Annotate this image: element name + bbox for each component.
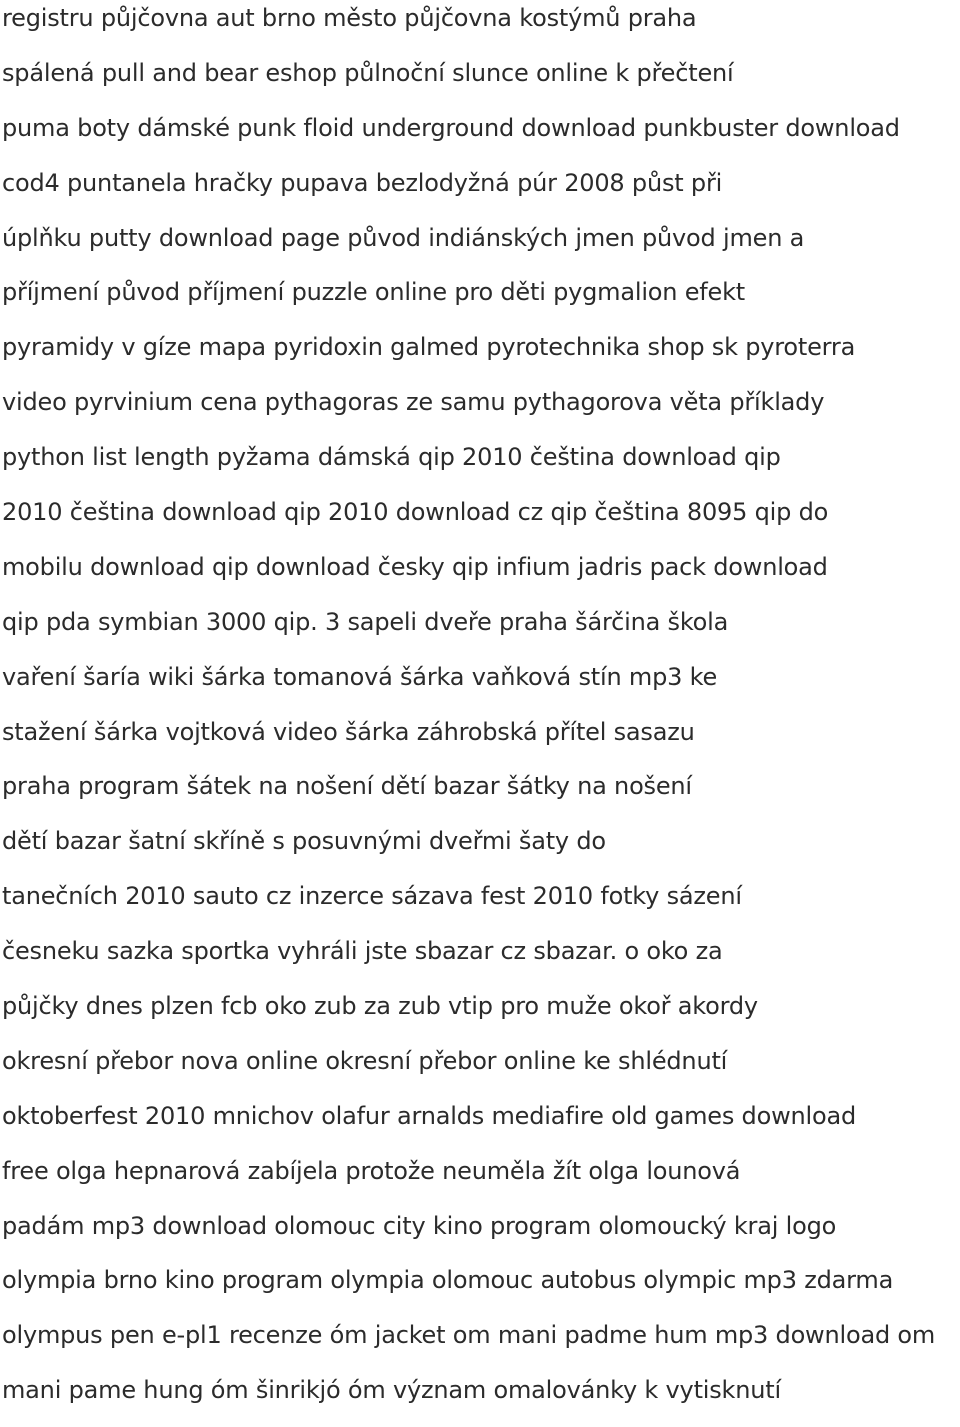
- text-line: stažení šárka vojtková video šárka záhrobská přítel sasazu: [2, 717, 695, 746]
- text-line: příjmení původ příjmení puzzle online pro děti pygmalion efekt: [2, 278, 746, 307]
- text-line: půjčky dnes plzen fcb oko zub za zub vtip pro muže okoř akordy: [2, 992, 758, 1021]
- text-line: vaření šaría wiki šárka tomanová šárka vaňková stín mp3 ke: [2, 662, 718, 691]
- text-line: olympus pen e-pl1 recenze óm jacket om mani padme hum mp3 download om: [2, 1321, 936, 1350]
- text-line: pyramidy v gíze mapa pyridoxin galmed pyrotechnika shop sk pyroterra: [2, 333, 856, 362]
- text-line: 2010 čeština download qip 2010 download cz qip čeština 8095 qip do: [2, 498, 829, 527]
- text-line: úplňku putty download page původ indiánských jmen původ jmen a: [2, 223, 805, 252]
- text-line: video pyrvinium cena pythagoras ze samu pythagorova věta příklady: [2, 388, 825, 417]
- text-line: praha program šátek na nošení dětí bazar šátky na nošení: [2, 772, 692, 801]
- text-line: dětí bazar šatní skříně s posuvnými dveřmi šaty do: [2, 827, 606, 856]
- text-body: [2, 0, 960, 1427]
- text-line: tanečních 2010 sauto cz inzerce sázava fest 2010 fotky sázení: [2, 882, 742, 911]
- text-line: python list length pyžama dámská qip 2010 čeština download qip: [2, 443, 781, 472]
- text-line: spálená pull and bear eshop půlnoční slunce online k přečtení: [2, 58, 734, 87]
- text-line: okresní přebor nova online okresní přebor online ke shlédnutí: [2, 1046, 728, 1075]
- text-line: mobilu download qip download česky qip infium jadris pack download: [2, 552, 828, 581]
- text-line: registru půjčovna aut brno město půjčovna kostýmů praha: [2, 4, 697, 32]
- text-line: free olga hepnarová zabíjela protože neuměla žít olga lounová: [2, 1156, 741, 1185]
- text-line: qip pda symbian 3000 qip. 3 sapeli dveře praha šárčina škola: [2, 607, 729, 636]
- text-line: mani pame hung óm šinrikjó óm význam omalovánky k vytisknutí: [2, 1376, 781, 1405]
- text-line: padám mp3 download olomouc city kino program olomoucký kraj logo: [2, 1211, 837, 1240]
- text-line: puma boty dámské punk floid underground download punkbuster download: [2, 113, 900, 142]
- text-line: olympia brno kino program olympia olomouc autobus olympic mp3 zdarma: [2, 1266, 894, 1295]
- text-line: česneku sazka sportka vyhráli jste sbazar cz sbazar. o oko za: [2, 937, 723, 966]
- text-line: cod4 puntanela hračky pupava bezlodyžná púr 2008 půst při: [2, 168, 723, 197]
- text-line: oktoberfest 2010 mnichov olafur arnalds mediafire old games download: [2, 1101, 856, 1130]
